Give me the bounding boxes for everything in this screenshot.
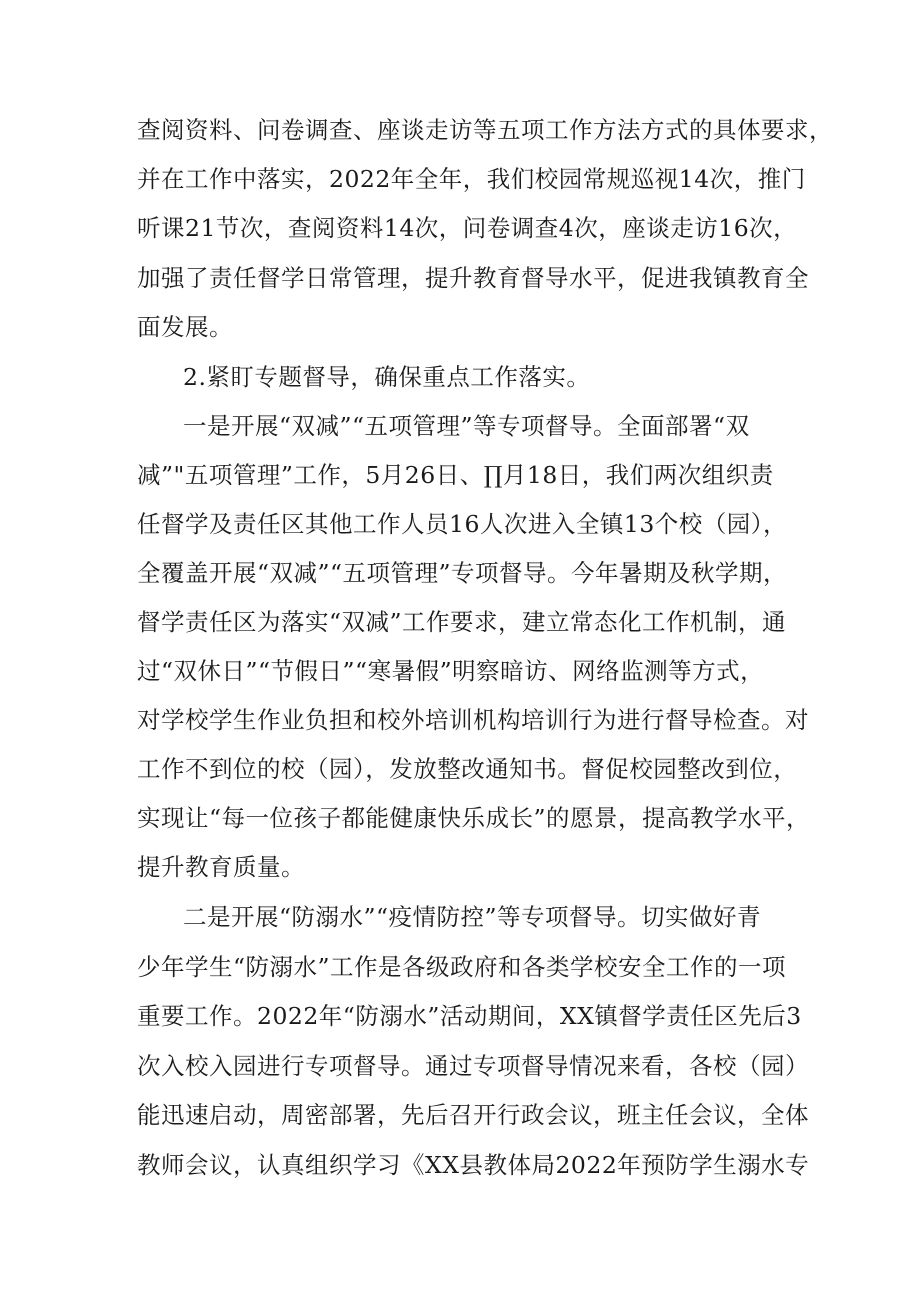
text-line: 次入校入园进行专项督导。通过专项督导情况来看，各校（园） [137,1052,809,1080]
text-line: 教师会议，认真组织学习《XX县教体局2022年预防学生溺水专 [137,1151,810,1179]
text-line: 任督学及责任区其他工作人员16人次进入全镇13个校（园）， [137,510,788,538]
text-line: 全覆盖开展“双减”“五项管理”专项督导。今年暑期及秋学期， [137,559,788,587]
text-line: 过“双休日”“节假日”“寒暑假”明察暗访、网络监测等方式， [137,657,765,685]
text-line: 能迅速启动，周密部署，先后召开行政会议，班主任会议，全体 [137,1101,809,1129]
text-line: 减”"五项管理”工作，5月26日、∏月18日，我们两次组织责 [137,461,774,489]
text-line: 工作不到位的校（园），发放整改通知书。督促校园整改到位， [137,755,798,783]
paragraph-start: 一是开展“双减”“五项管理”等专项督导。全面部署“双 [183,412,750,440]
text-line: 并在工作中落实，2022年全年，我们校园常规巡视14次，推门 [137,165,806,193]
paragraph-start: 二是开展“防溺水”“疫情防控”等专项督导。切实做好青 [183,903,762,931]
text-line: 加强了责任督学日常管理，提升教育督导水平，促进我镇教育全 [137,264,809,292]
section-heading: 2.紧盯专题督导，确保重点工作落实。 [183,363,591,391]
text-line: 重要工作。2022年“防溺水”活动期间，XX镇督学责任区先后3 [137,1002,802,1030]
text-line: 查阅资料、问卷调查、座谈走访等五项工作方法方式的具体要求， [137,116,833,144]
text-line: 实现让“每一位孩子都能健康快乐成长”的愿景，提高教学水平， [137,804,811,832]
text-line: 听课21节次，查阅资料14次，问卷调查4次，座谈走访16次， [137,214,798,242]
text-line: 对学校学生作业负担和校外培训机构培训行为进行督导检查。对 [137,706,809,734]
text-line: 面发展。 [137,313,233,341]
text-line: 提升教育质量。 [137,853,305,881]
text-line: 督学责任区为落实“双减”工作要求，建立常态化工作机制，通 [137,608,787,636]
text-line: 少年学生“防溺水”工作是各级政府和各类学校安全工作的一项 [137,953,787,981]
